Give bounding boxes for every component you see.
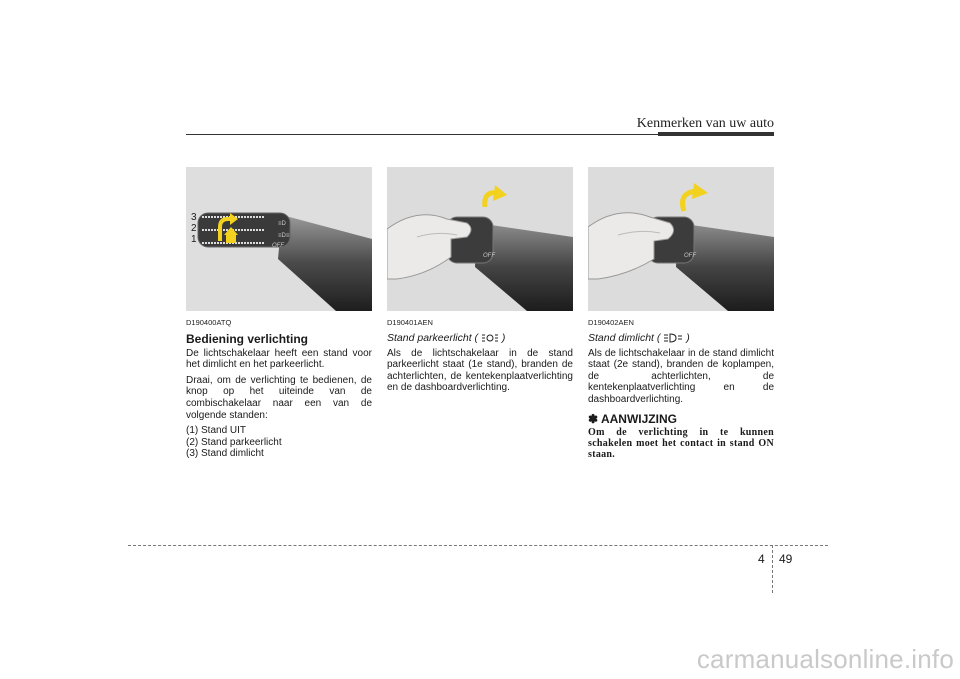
- heading-text: Stand dimlicht (: [588, 331, 661, 344]
- section-heading: [588, 332, 774, 347]
- position-labels: [191, 212, 197, 245]
- doc-id: D190401AEN: [387, 318, 433, 327]
- list-item: (1) Stand UIT: [186, 425, 247, 437]
- heading-text: Stand parkeerlicht (: [387, 331, 479, 344]
- parking-light-icon: [481, 333, 499, 347]
- doc-id: D190400ATQ: [186, 318, 232, 327]
- page-number: 49: [779, 552, 793, 566]
- paragraph: Draai, om de verlichting te bedienen, de knop op het uiteinde van de combischakelaar naar een van de volgende standen:: [186, 374, 372, 421]
- list-item: (2) Stand parkeerlicht: [186, 436, 282, 448]
- footer-divider: [772, 545, 773, 593]
- page-header-title: Kenmerken van uw auto: [636, 116, 774, 131]
- svg-text:≡D≡: ≡D≡: [278, 233, 290, 239]
- figure-code: OTQ047131: [330, 302, 369, 309]
- svg-text:OFF: OFF: [272, 243, 284, 249]
- position-label-3: 3: [191, 212, 197, 223]
- heading-text: ): [501, 331, 506, 344]
- svg-text:OFF: OFF: [684, 253, 696, 259]
- svg-text:≡D: ≡D: [278, 221, 286, 227]
- header-rule-accent: [658, 132, 774, 136]
- figure-low-beam: [588, 167, 774, 311]
- low-beam-icon: [663, 333, 683, 347]
- paragraph: De lichtschakelaar heeft een stand voor het dimlicht en het parkeerlicht.: [186, 347, 372, 371]
- watermark: carmanualsonline.info: [696, 644, 954, 674]
- position-label-2: 2: [191, 223, 197, 234]
- list-item: (3) Stand dimlicht: [186, 448, 264, 460]
- light-stalk-illustration: [186, 167, 372, 311]
- hand-turning-knob-illustration: [387, 167, 573, 311]
- figure-code: OEN048062: [732, 302, 771, 309]
- section-low-beam: [588, 317, 774, 460]
- paragraph: Als de lichtschakelaar in de stand parkeerlicht staat (1e stand), branden de achterlichten, de kentekenplaatverlichting en de dashboardverlichting.: [387, 347, 573, 394]
- position-label-1: 1: [191, 234, 197, 245]
- doc-id: D190402AEN: [588, 318, 634, 327]
- figure-code: OEN048061: [531, 302, 570, 309]
- svg-text:OFF: OFF: [483, 253, 495, 259]
- hand-turning-knob-illustration: [588, 167, 774, 311]
- chapter-number: 4: [758, 552, 765, 566]
- section-heading: [387, 332, 573, 347]
- figure-light-switch-positions: [186, 167, 372, 311]
- figure-parking-light: [387, 167, 573, 311]
- note-heading: ✽ AANWIJZING: [588, 411, 677, 426]
- paragraph: Als de lichtschakelaar in de stand dimlicht staat (2e stand), branden de koplampen, de achterlichten, de kentekenplaatverlichting en de dashboardverlichting.: [588, 347, 774, 405]
- section-parking-light: [387, 317, 573, 398]
- section-light-operation: [186, 317, 372, 460]
- section-heading: Bediening verlichting: [186, 331, 309, 346]
- heading-text: ): [686, 331, 690, 344]
- footer-rule: [128, 545, 828, 546]
- note-text: Om de verlichting in te kunnen schakelen moet het contact in stand ON staan.: [588, 427, 774, 461]
